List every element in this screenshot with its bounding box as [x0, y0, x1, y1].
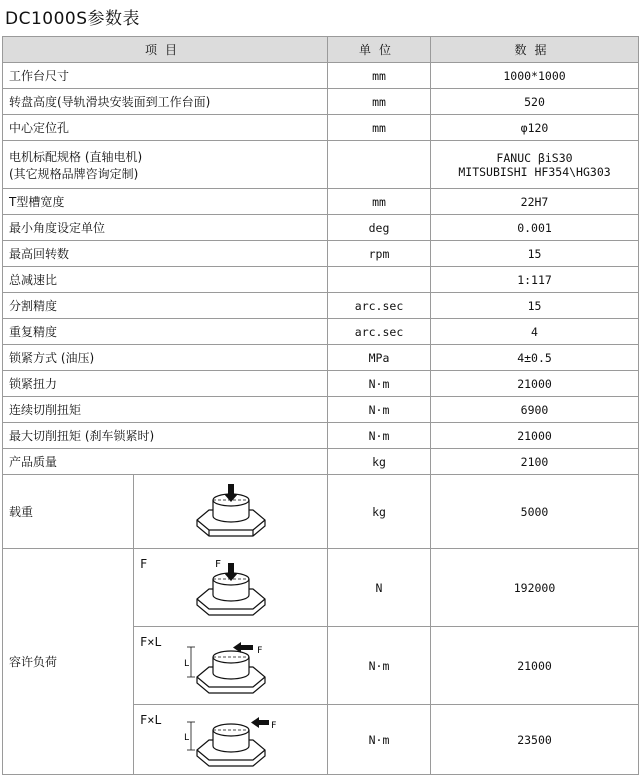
table-row — [3, 345, 639, 371]
row-unit: mm — [328, 115, 431, 141]
row-item: T型槽宽度 — [3, 189, 328, 215]
row-value: 21000 — [431, 627, 639, 705]
row-item: 中心定位孔 — [3, 115, 328, 141]
row-unit: mm — [328, 63, 431, 89]
row-value — [431, 141, 639, 189]
length-label: L — [183, 732, 189, 743]
rotary-table-load-icon — [191, 484, 271, 540]
table-row — [3, 267, 639, 293]
table-row — [3, 293, 639, 319]
row-item: 分割精度 — [3, 293, 328, 319]
row-unit — [328, 141, 431, 189]
row-item-line1: 电机标配规格 (直轴电机) — [9, 149, 143, 164]
row-item: 最大切削扭矩 (刹车锁紧时) — [3, 423, 328, 449]
row-value: 1000*1000 — [431, 63, 639, 89]
allow-sub-cell — [134, 705, 328, 775]
row-item: 总减速比 — [3, 267, 328, 293]
row-unit: mm — [328, 189, 431, 215]
row-unit: arc.sec — [328, 319, 431, 345]
table-row — [3, 89, 639, 115]
table-row — [3, 319, 639, 345]
allow-sub-label: F — [140, 557, 148, 571]
row-value: 4±0.5 — [431, 345, 639, 371]
table-row — [3, 189, 639, 215]
row-item: 容许负荷 — [3, 549, 134, 775]
table-row — [3, 141, 639, 189]
row-item: 产品质量 — [3, 449, 328, 475]
row-unit: N — [328, 549, 431, 627]
row-value: 520 — [431, 89, 639, 115]
row-value-line1: FANUC βiS30 — [496, 150, 573, 165]
table-row — [3, 371, 639, 397]
row-unit: MPa — [328, 345, 431, 371]
row-unit: N·m — [328, 627, 431, 705]
row-unit: N·m — [328, 371, 431, 397]
row-value: 21000 — [431, 423, 639, 449]
table-row — [3, 115, 639, 141]
row-unit: arc.sec — [328, 293, 431, 319]
table-row-load — [3, 475, 639, 549]
header-item: 项目 — [3, 37, 328, 63]
row-item: 连续切削扭矩 — [3, 397, 328, 423]
row-item: 锁紧扭力 — [3, 371, 328, 397]
allow-sub-cell — [134, 549, 328, 627]
table-row — [3, 449, 639, 475]
force-label: F — [214, 558, 221, 570]
row-value: 15 — [431, 241, 639, 267]
force-label: F — [270, 720, 276, 731]
force-label: F — [256, 645, 262, 656]
row-value: 15 — [431, 293, 639, 319]
allow-sub-cell — [134, 627, 328, 705]
row-value: 192000 — [431, 549, 639, 627]
row-value: φ120 — [431, 115, 639, 141]
header-unit: 单位 — [328, 37, 431, 63]
rotary-table-tilt-moment-icon — [181, 710, 281, 770]
row-item: 最高回转数 — [3, 241, 328, 267]
row-value: 2100 — [431, 449, 639, 475]
row-item: 锁紧方式 (油压) — [3, 345, 328, 371]
row-unit: N·m — [328, 705, 431, 775]
rotary-table-axial-load-icon — [191, 555, 271, 621]
table-row — [3, 423, 639, 449]
row-value: 23500 — [431, 705, 639, 775]
row-unit: kg — [328, 475, 431, 549]
row-unit: N·m — [328, 423, 431, 449]
row-value: 1:117 — [431, 267, 639, 293]
page-title: DC1000S参数表 — [5, 9, 141, 29]
table-row — [3, 63, 639, 89]
load-diagram — [134, 475, 328, 549]
table-row — [3, 241, 639, 267]
table-row — [3, 397, 639, 423]
table-row-allow — [3, 549, 639, 627]
row-unit: deg — [328, 215, 431, 241]
rotary-table-moment-icon — [181, 633, 281, 699]
row-value: 4 — [431, 319, 639, 345]
row-unit: kg — [328, 449, 431, 475]
header-data: 数据 — [431, 37, 639, 63]
row-item — [3, 141, 328, 189]
spec-table — [2, 36, 639, 775]
row-unit: rpm — [328, 241, 431, 267]
row-item-line2: (其它规格品牌咨询定制) — [9, 166, 139, 181]
row-item: 工作台尺寸 — [3, 63, 328, 89]
row-value-line2: MITSUBISHI HF354\HG303 — [458, 164, 611, 179]
row-item: 重复精度 — [3, 319, 328, 345]
row-unit: N·m — [328, 397, 431, 423]
allow-sub-label: F×L — [140, 713, 162, 727]
row-value: 22H7 — [431, 189, 639, 215]
row-item: 最小角度设定单位 — [3, 215, 328, 241]
row-item: 转盘高度(导轨滑块安装面到工作台面) — [3, 89, 328, 115]
table-row — [3, 215, 639, 241]
row-unit — [328, 267, 431, 293]
length-label: L — [183, 658, 189, 669]
row-value: 21000 — [431, 371, 639, 397]
row-value: 0.001 — [431, 215, 639, 241]
row-unit: mm — [328, 89, 431, 115]
row-value: 5000 — [431, 475, 639, 549]
row-item: 载重 — [3, 475, 134, 549]
row-value: 6900 — [431, 397, 639, 423]
header-row — [3, 37, 639, 63]
allow-sub-label: F×L — [140, 635, 162, 649]
